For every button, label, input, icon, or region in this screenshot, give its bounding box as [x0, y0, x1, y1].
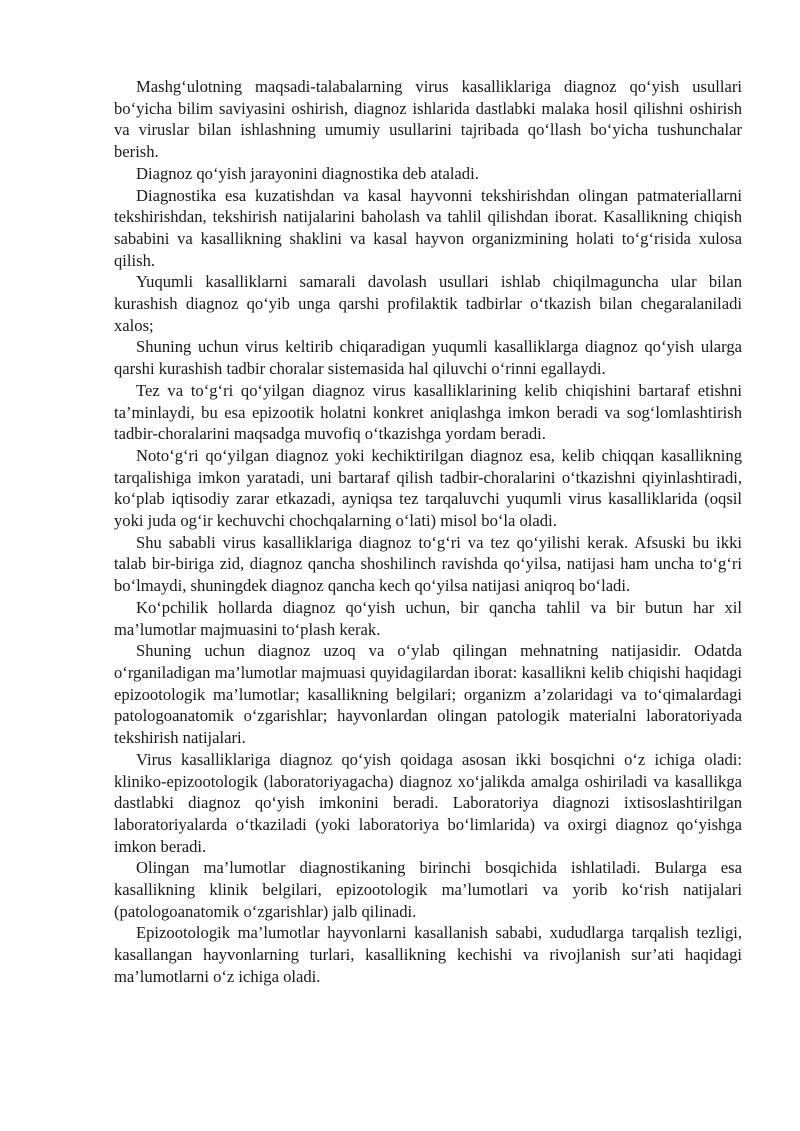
- paragraph-importance: Shuning uchun virus keltirib chiqaradigan yuqumli kasalliklarga diagnoz qo‘yish ularga qarshi kurashish tadbir choralar sistemasida hal qiluvchi o‘rinni egallaydi.: [114, 337, 742, 379]
- paragraph-speed-vs-accuracy: Shu sababli virus kasalliklariga diagnoz to‘g‘ri va tez qo‘yilishi kerak. Afsuski bu ikki talab bir-biriga zid, diagnoz qancha shoshilinch ravishda qo‘yilsa, natijasi ham uncha to‘g‘ri bo‘lmaydi, shuningdek diagnoz qancha kech qo‘yilsa natijasi aniqroq bo‘ladi.: [114, 532, 742, 596]
- paragraph-two-stages: Virus kasalliklariga diagnoz qo‘yish qoidaga asosan ikki bosqichni o‘z ichiga oladi: kliniko-epizootologik (laboratoriyagacha) diagnoz xo‘jalikda amalga oshiriladi va kasallikga dastlabki diagnoz qo‘yish imkonini beradi. Laboratoriya diagnozi ixtisoslashtirilgan laboratoriyalarda o‘tkaziladi (yoki laboratoriya bo‘limlarida) va oxirgi diagnoz qo‘yishga imkon beradi.: [114, 749, 742, 856]
- paragraph-fast-diagnosis: Tez va to‘g‘ri qo‘yilgan diagnoz virus kasalliklarining kelib chiqishini bartaraf etishni ta’minlaydi, bu esa epizootik holatni konkret aniqlashga imkon beradi va sog‘lomlashtirish tadbir-choralarini maqsadga muvofiq o‘tkazishga yordam beradi.: [114, 380, 742, 444]
- document-page: [114, 76, 742, 988]
- paragraph-wrong-diagnosis: Noto‘g‘ri qo‘yilgan diagnoz yoki kechiktirilgan diagnoz esa, kelib chiqqan kasallikning tarqalishiga imkon yaratadi, uni bartaraf qilish tadbir-choralarini o‘tkazishni qiyinlashtiradi, ko‘plab iqtisodiy zarar etkazadi, ayniqsa tez tarqaluvchi yuqumli virus kasalliklarida (oqsil yoki juda og‘ir kechuvchi chochqalarning o‘lati) misol bo‘la oladi.: [114, 445, 742, 531]
- paragraph-epizootology: Epizootologik ma’lumotlar hayvonlarni kasallanish sababi, xududlarga tarqalish tezligi, kasallangan hayvonlarning turlari, kasallikning kechishi va rivojlanish sur’ati haqidagi ma’lumotlarni o‘z ichiga oladi.: [114, 923, 742, 986]
- paragraph-data-complex: Shuning uchun diagnoz uzoq va o‘ylab qilingan mehnatning natijasidir. Odatda o‘rganiladigan ma’lumotlar majmuasi quyidagilardan iborat: kasallikni kelib chiqishi haqidagi epizootologik ma’lumotlar; kasallikning belgilari; organizm a’zolaridagi va to‘qimalardagi patologoanatomik o‘zgarishlar; hayvonlardan olingan patologik materialni laboratoriyada tekshirish natijalari.: [114, 641, 742, 748]
- paragraph-diagnostics: Diagnostika esa kuzatishdan va kasal hayvonni tekshirishdan olingan patmateriallarni tekshirishdan, tekshirish natijalarini baholash va tahlil qilishdan iborat. Kasallikning chiqish sababini va kasallikning shaklini va kasal hayvon organizmining holati to‘g‘risida xulosa qilish.: [114, 185, 742, 270]
- paragraph-treatment: Yuqumli kasalliklarni samarali davolash usullari ishlab chiqilmaguncha ular bilan kurashish diagnoz qo‘yib unga qarshi profilaktik tadbirlar o‘tkazish bilan chegaralaniladi xalos;: [114, 272, 742, 335]
- paragraph-data-collection: Ko‘pchilik hollarda diagnoz qo‘yish uchun, bir qancha tahlil va bir butun har xil ma’lumotlar majmuasini to‘plash kerak.: [114, 597, 742, 639]
- paragraph-first-stage: Olingan ma’lumotlar diagnostikaning birinchi bosqichida ishlatiladi. Bularga esa kasallikning klinik belgilari, epizootologik ma’lumotlari va yorib ko‘rish natijalari (patologoanatomik o‘zgarishlar) jalb qilinadi.: [114, 858, 742, 921]
- paragraph-diagnosis-definition: Diagnoz qo‘yish jarayonini diagnostika deb ataladi.: [136, 163, 479, 183]
- paragraph-objective: Mashg‘ulotning maqsadi-talabalarning virus kasalliklariga diagnoz qo‘yish usullari bo‘yicha bilim saviyasini oshirish, diagnoz ishlarida dastlabki malaka hosil qilishni oshirish va viruslar bilan ishlashning umumiy usullarini tajribada qo‘llash bo‘yicha tushunchalar berish.: [114, 77, 742, 162]
